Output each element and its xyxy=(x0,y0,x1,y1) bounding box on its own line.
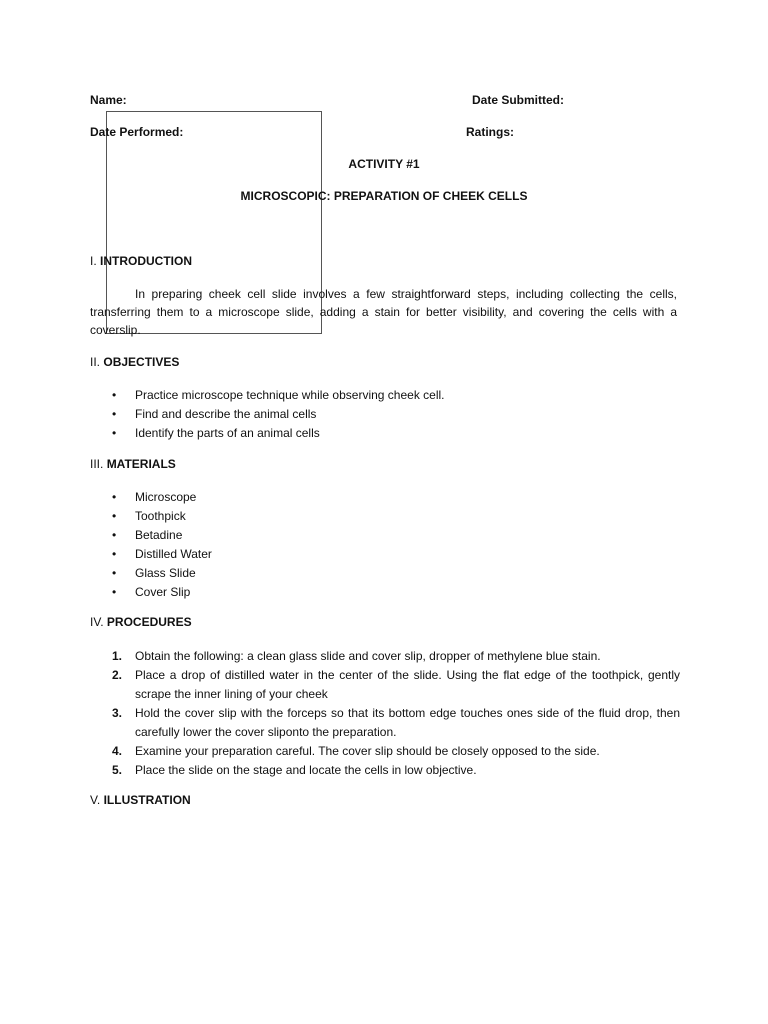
date-submitted-label: Date Submitted: xyxy=(472,93,565,107)
step-number: 1. xyxy=(112,649,123,663)
list-item: • Distilled Water xyxy=(90,545,680,564)
section-numeral: III. xyxy=(90,457,104,471)
objectives-list xyxy=(90,386,680,443)
procedures-heading xyxy=(90,615,192,629)
list-item: • Glass Slide xyxy=(90,564,680,583)
section-title: OBJECTIVES xyxy=(103,355,180,369)
bullet-mark: • xyxy=(112,490,117,504)
ratings-label: Ratings: xyxy=(466,125,514,139)
list-item: 4. Examine your preparation careful. The cover slip should be closely opposed to the side. xyxy=(90,742,680,761)
bullet-mark: • xyxy=(112,426,117,440)
materials-list xyxy=(90,488,680,602)
introduction-paragraph: In preparing cheek cell slide involves a few straightforward steps, including collecting the cells, transferring them to a microscope slide, adding a stain for better visibility, and covering the cells with a coverslip. xyxy=(90,287,677,337)
step-number: 3. xyxy=(112,706,123,720)
section-numeral: I. xyxy=(90,254,97,268)
procedures-list xyxy=(90,647,680,780)
date-performed-label: Date Performed: xyxy=(90,125,184,139)
bullet-mark: • xyxy=(112,528,117,542)
section-title: MATERIALS xyxy=(106,457,176,471)
list-item: 2. Place a drop of distilled water in the center of the slide. Using the flat edge of the toothpick, gently scrape the inner lining of your cheek xyxy=(112,668,680,701)
activity-title: ACTIVITY #1 xyxy=(348,157,420,171)
objectives-heading xyxy=(90,355,179,369)
list-item: • Betadine xyxy=(90,526,680,545)
list-item: 3. Hold the cover slip with the forceps so that its bottom edge touches ones side of the fluid drop, then carefully lower the cover sliponto the preparation. xyxy=(112,706,680,739)
section-numeral: V. xyxy=(90,793,101,807)
bullet-mark: • xyxy=(112,547,117,561)
step-number: 5. xyxy=(112,763,123,777)
bullet-mark: • xyxy=(112,585,117,599)
section-title: ILLUSTRATION xyxy=(103,793,191,807)
name-label: Name: xyxy=(90,93,127,107)
bullet-mark: • xyxy=(112,407,117,421)
step-number: 4. xyxy=(112,744,123,758)
illustration-heading xyxy=(90,793,191,807)
list-item: • Toothpick xyxy=(90,507,680,526)
introduction-heading xyxy=(90,254,192,268)
list-item: • Practice microscope technique while observing cheek cell. xyxy=(90,386,680,405)
section-title: INTRODUCTION xyxy=(100,254,193,268)
list-item: • Cover Slip xyxy=(90,583,680,602)
list-item: 1. Obtain the following: a clean glass slide and cover slip, dropper of methylene blue stain. xyxy=(90,647,680,666)
list-item: 5. Place the slide on the stage and locate the cells in low objective. xyxy=(90,761,680,780)
list-item: • Microscope xyxy=(90,488,680,507)
activity-subtitle: MICROSCOPIC: PREPARATION OF CHEEK CELLS xyxy=(240,189,528,203)
section-numeral: II. xyxy=(90,355,101,369)
bullet-mark: • xyxy=(112,509,117,523)
list-item: • Find and describe the animal cells xyxy=(90,405,680,424)
section-title: PROCEDURES xyxy=(106,615,192,629)
step-number: 2. xyxy=(112,668,123,682)
list-item: • Identify the parts of an animal cells xyxy=(90,424,680,443)
bullet-mark: • xyxy=(112,566,117,580)
bullet-mark: • xyxy=(112,388,117,402)
materials-heading xyxy=(90,457,176,471)
section-numeral: IV. xyxy=(90,615,104,629)
